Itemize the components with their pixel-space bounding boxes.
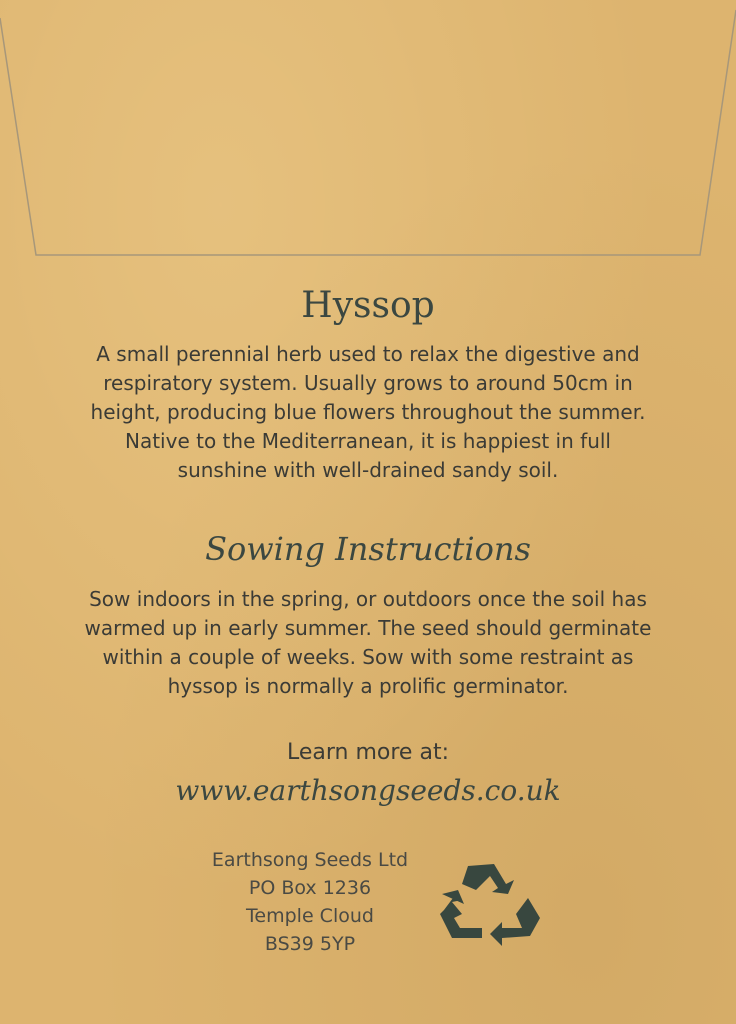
- company-address: [190, 846, 430, 958]
- address-line: Earthsong Seeds Ltd: [211, 849, 409, 871]
- address-line: BS39 5YP: [264, 933, 356, 955]
- description-line: A small perennial herb used to relax the digestive and: [96, 342, 640, 366]
- description-line: respiratory system. Usually grows to around 50cm in: [103, 371, 633, 395]
- description-line: sunshine with well-drained sandy soil.: [177, 458, 559, 482]
- sowing-title: Sowing Instructions: [205, 530, 531, 568]
- sowing-line: hyssop is normally a prolific germinator.: [167, 674, 569, 698]
- plant-title: Hyssop: [301, 285, 435, 326]
- website-link[interactable]: www.earthsongseeds.co.uk: [175, 774, 561, 807]
- description-line: height, producing blue flowers throughout the summer.: [90, 400, 646, 424]
- plant-description: [40, 340, 696, 485]
- address-line: PO Box 1236: [248, 877, 372, 899]
- envelope-flap-outline: [0, 0, 736, 260]
- sowing-line: warmed up in early summer. The seed should germinate: [84, 616, 652, 640]
- address-line: Temple Cloud: [246, 905, 374, 927]
- sowing-line: within a couple of weeks. Sow with some restraint as: [102, 645, 634, 669]
- description-line: Native to the Mediterranean, it is happiest in full: [125, 429, 611, 453]
- learn-more-label: Learn more at:: [287, 740, 449, 765]
- recycle-icon: [432, 858, 544, 958]
- sowing-line: Sow indoors in the spring, or outdoors once the soil has: [89, 587, 647, 611]
- sowing-instructions: [40, 585, 696, 701]
